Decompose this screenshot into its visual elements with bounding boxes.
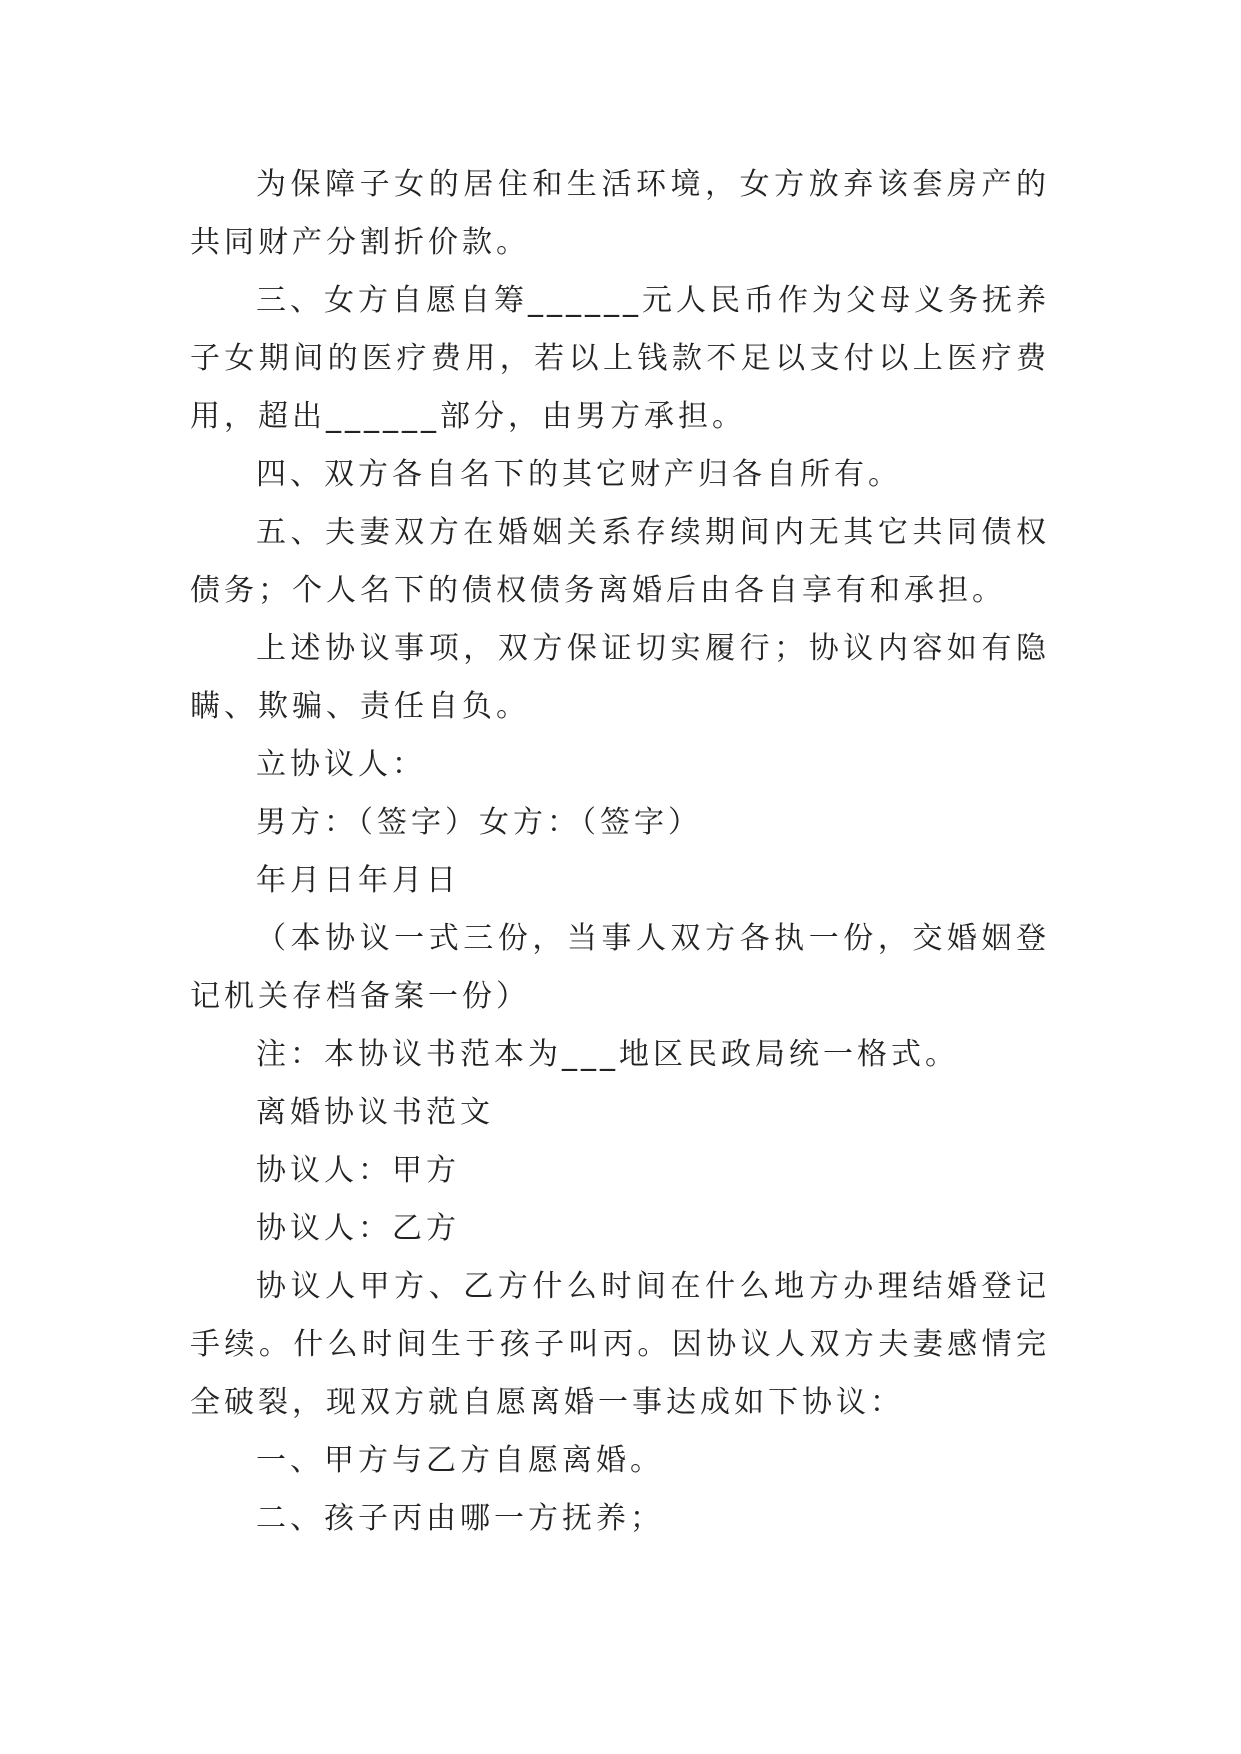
paragraph: 协议人甲方、乙方什么时间在什么地方办理结婚登记手续。什么时间生于孩子叫丙。因协议人双方夫妻感情完全破裂，现双方就自愿离婚一事达成如下协议： <box>190 1269 1050 1420</box>
paragraph: 注：本协议书范本为___地区民政局统一格式。 <box>256 1037 959 1072</box>
paragraph: 三、女方自愿自筹______元人民币作为父母义务抚养子女期间的医疗费用，若以上钱款不足以支付以上医疗费用，超出______部分，由男方承担。 <box>190 283 1050 434</box>
paragraph: 四、双方各自名下的其它财产归各自所有。 <box>256 457 902 492</box>
paragraph: 二、孩子丙由哪一方抚养； <box>256 1501 664 1536</box>
paragraph: 协议人：甲方 <box>256 1153 460 1188</box>
paragraph: 立协议人： <box>256 747 426 782</box>
paragraph: 上述协议事项，双方保证切实履行；协议内容如有隐瞒、欺骗、责任自负。 <box>190 631 1050 724</box>
paragraph: 男方：（签字）女方：（签字） <box>256 805 702 840</box>
section-title: 离婚协议书范文 <box>256 1095 494 1130</box>
paragraph: 一、甲方与乙方自愿离婚。 <box>256 1443 664 1478</box>
paragraph: 五、夫妻双方在婚姻关系存续期间内无其它共同债权债务；个人名下的债权债务离婚后由各自享有和承担。 <box>190 515 1050 608</box>
document-body <box>190 156 1050 1548</box>
paragraph: 为保障子女的居住和生活环境，女方放弃该套房产的共同财产分割折价款。 <box>190 167 1050 260</box>
paragraph: 协议人：乙方 <box>256 1211 460 1246</box>
paragraph: （本协议一式三份，当事人双方各执一份，交婚姻登记机关存档备案一份） <box>190 921 1050 1014</box>
paragraph: 年月日年月日 <box>256 863 460 898</box>
